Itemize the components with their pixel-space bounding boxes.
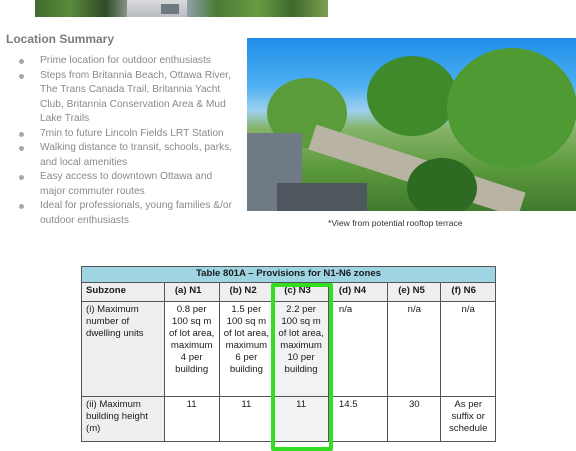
header-cell: Subzone — [82, 283, 165, 302]
table-title: Table 801A – Provisions for N1-N6 zones — [82, 267, 496, 283]
table-cell: 30 — [388, 397, 441, 442]
table-cell: 14.5 — [328, 397, 387, 442]
header-cell: (b) N2 — [219, 283, 274, 302]
header-cell: (d) N4 — [328, 283, 387, 302]
table-cell: As per suffix or schedule — [441, 397, 496, 442]
table-cell: 2.2 per 100 sq m of lot area, maximum 10 per building — [274, 302, 329, 397]
list-item: Prime location for outdoor enthusiasts — [16, 54, 236, 69]
table-cell: n/a — [388, 302, 441, 397]
list-item: Ideal for professionals, young families &/or outdoor enthusiasts — [16, 199, 236, 228]
photo-caption: *View from potential rooftop terrace — [328, 218, 463, 228]
table-cell: n/a — [441, 302, 496, 397]
row-label: (ii) Maximum building height (m) — [82, 397, 165, 442]
section-title: Location Summary — [6, 32, 115, 46]
table-cell: 11 — [219, 397, 274, 442]
list-item: Steps from Britannia Beach, Ottawa River, The Trans Canada Trail, Britannia Yacht Club, Britannia Conservation Area & Mud Lake Trails — [16, 69, 236, 127]
bullet-icon — [19, 175, 24, 180]
bullet-icon — [19, 204, 24, 209]
bullet-icon — [19, 74, 24, 79]
row-label: (i) Maximum number of dwelling units — [82, 302, 165, 397]
table-cell: 0.8 per 100 sq m of lot area, maximum 4 per building — [164, 302, 219, 397]
table-cell: 11 — [164, 397, 219, 442]
top-photo-strip — [35, 0, 328, 17]
table-cell: 1.5 per 100 sq m of lot area, maximum 6 per building — [219, 302, 274, 397]
location-summary-list — [16, 54, 236, 228]
bullet-icon — [19, 146, 24, 151]
header-cell: (e) N5 — [388, 283, 441, 302]
bullet-icon — [19, 132, 24, 137]
bullet-icon — [19, 59, 24, 64]
header-cell: (a) N1 — [164, 283, 219, 302]
list-item: Walking distance to transit, schools, parks, and local amenities — [16, 141, 236, 170]
n3-column-highlight — [271, 283, 333, 451]
list-item: 7min to future Lincoln Fields LRT Station — [16, 127, 236, 142]
rooftop-view-photo — [247, 38, 576, 211]
header-cell: (f) N6 — [441, 283, 496, 302]
table-cell: 11 — [274, 397, 329, 442]
list-item: Easy access to downtown Ottawa and major commuter routes — [16, 170, 236, 199]
table-cell: n/a — [328, 302, 387, 397]
header-cell: (c) N3 — [274, 283, 329, 302]
